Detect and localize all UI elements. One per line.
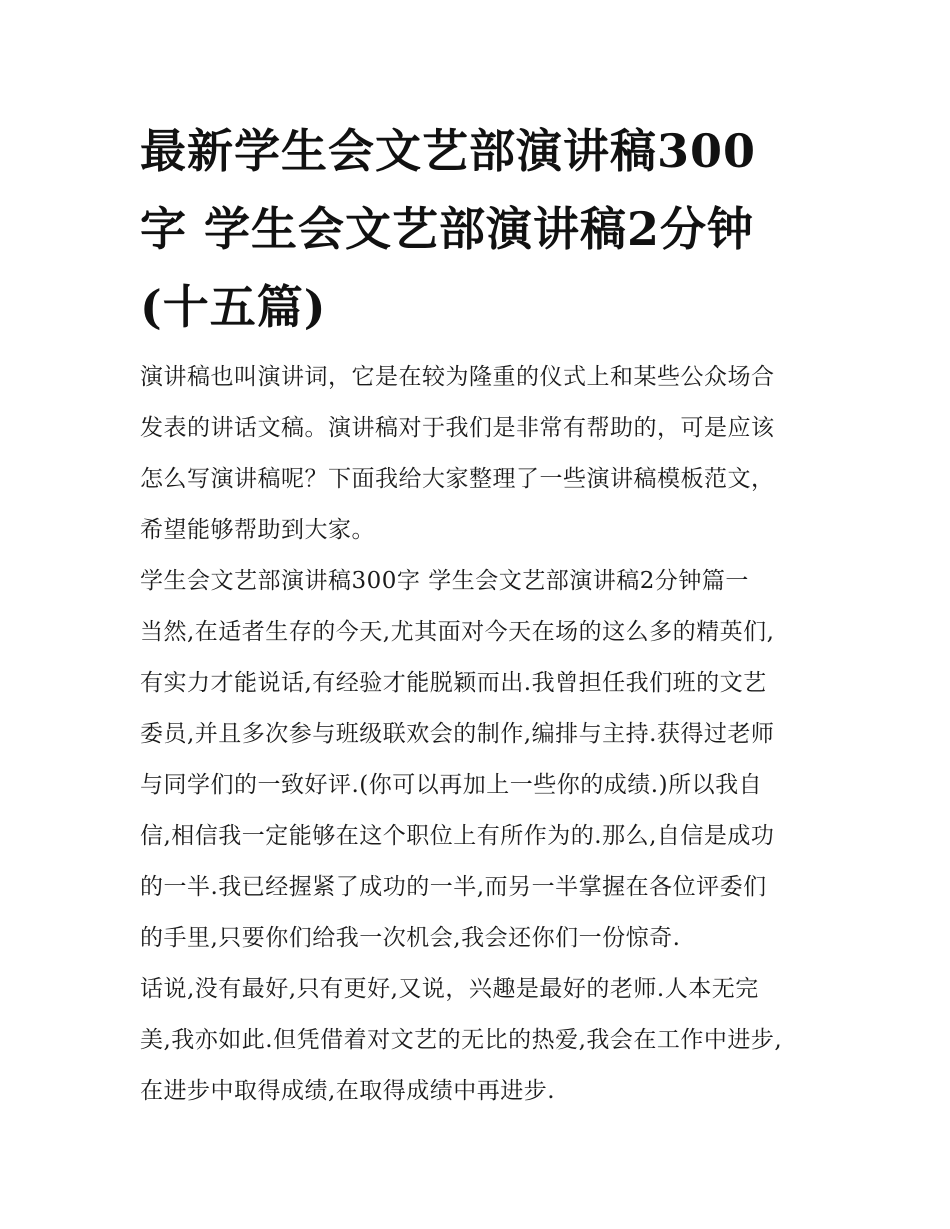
body-paragraph (140, 607, 820, 964)
text-line: 与同学们的一致好评.(你可以再加上一些你的成绩.)所以我自 (140, 772, 763, 798)
document-body (140, 352, 820, 1117)
text-line: 话说,没有最好,只有更好,又说，兴趣是最好的老师.人本无完 (140, 976, 759, 1002)
text-line: 怎么写演讲稿呢？下面我给大家整理了一些演讲稿模板范文， (140, 466, 775, 492)
text-line: 当然,在适者生存的今天,尤其面对今天在场的这么多的精英们, (140, 619, 775, 645)
text-line: 有实力才能说话,有经验才能脱颖而出.我曾担任我们班的文艺 (140, 670, 767, 696)
body-paragraph (140, 964, 820, 1117)
text-line: 发表的讲话文稿。演讲稿对于我们是非常有帮助的，可是应该 (140, 415, 775, 441)
section-heading (140, 556, 820, 607)
text-line: 的手里,只要你们给我一次机会,我会还你们一份惊奇. (140, 925, 681, 951)
text-line: 演讲稿也叫演讲词，它是在较为隆重的仪式上和某些公众场合 (140, 364, 775, 390)
title-line: 字 学生会文艺部演讲稿2分钟 (140, 202, 755, 256)
text-line: 美,我亦如此.但凭借着对文艺的无比的热爱,我会在工作中进步, (140, 1027, 783, 1053)
intro-paragraph (140, 352, 820, 556)
text-line: 学生会文艺部演讲稿300字 学生会文艺部演讲稿2分钟篇一 (140, 568, 749, 594)
text-line: 希望能够帮助到大家。 (140, 517, 375, 543)
text-line: 信,相信我一定能够在这个职位上有所作为的.那么,自信是成功 (140, 823, 775, 849)
title-line: 最新学生会文艺部演讲稿300 (140, 124, 757, 178)
text-line: 的一半.我已经握紧了成功的一半,而另一半掌握在各位评委们 (140, 874, 767, 900)
text-line: 委员,并且多次参与班级联欢会的制作,编排与主持.获得过老师 (140, 721, 775, 747)
text-line: 在进步中取得成绩,在取得成绩中再进步. (140, 1078, 556, 1104)
title-line: (十五篇) (140, 280, 327, 334)
document-title (140, 112, 820, 346)
